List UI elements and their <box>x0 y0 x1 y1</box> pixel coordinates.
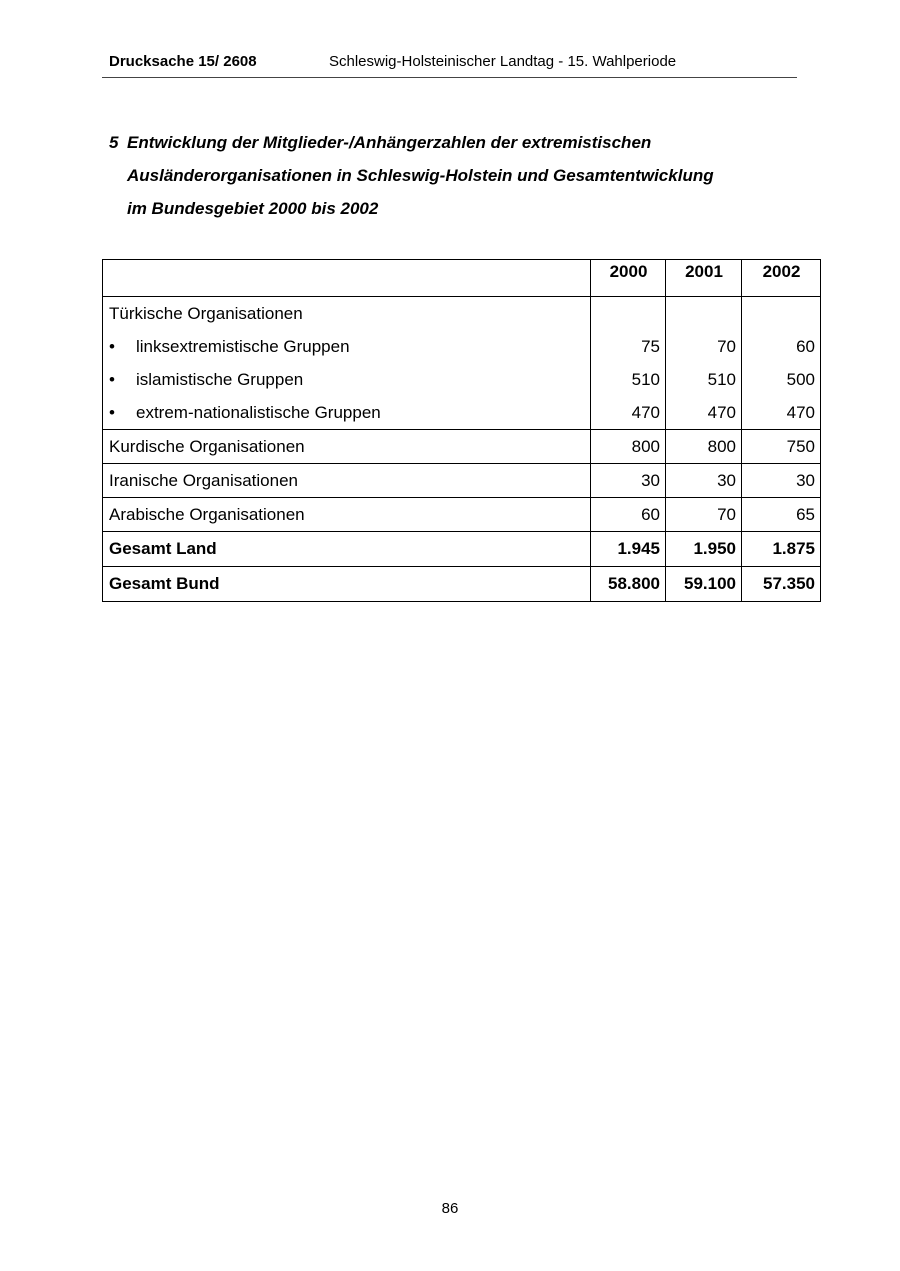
section-number: 5 <box>109 133 119 152</box>
row-label: • extrem-nationalistische Gruppen <box>103 396 591 430</box>
table-row <box>103 297 821 331</box>
row-label: Gesamt Bund <box>103 567 591 602</box>
bullet-icon: • <box>109 369 115 389</box>
row-label: Iranische Organisationen <box>103 464 591 498</box>
cell-value: 70 <box>666 498 742 532</box>
header-year: 2000 <box>591 260 666 297</box>
total-row-bund <box>103 567 821 602</box>
page-header <box>102 51 797 78</box>
cell-value: 800 <box>666 430 742 464</box>
table-row <box>103 363 821 396</box>
cell-value: 30 <box>742 464 821 498</box>
cell-value: 30 <box>666 464 742 498</box>
cell-value: 800 <box>591 430 666 464</box>
table-row <box>103 396 821 430</box>
header-year: 2002 <box>742 260 821 297</box>
section-title-line-1: 5 Entwicklung der Mitglieder-/Anhängerzahlen der extremistischen <box>109 126 789 159</box>
header-empty-cell <box>103 260 591 297</box>
bullet-icon: • <box>109 402 115 422</box>
table-row <box>103 430 821 464</box>
cell-value: 500 <box>742 363 821 396</box>
cell-value: 510 <box>666 363 742 396</box>
table-row <box>103 330 821 363</box>
total-row-land <box>103 532 821 567</box>
cell-value: 1.945 <box>591 532 666 567</box>
header-year: 2001 <box>666 260 742 297</box>
cell-value: 60 <box>591 498 666 532</box>
cell-value: 59.100 <box>666 567 742 602</box>
row-label: Gesamt Land <box>103 532 591 567</box>
cell-value: 60 <box>742 330 821 363</box>
page-number: 86 <box>441 1200 459 1217</box>
cell-value: 470 <box>742 396 821 430</box>
row-label: Türkische Organisationen <box>103 297 591 331</box>
row-label: Kurdische Organisationen <box>103 430 591 464</box>
parliament-title: Schleswig-Holsteinischer Landtag - 15. Wahlperiode <box>329 53 677 70</box>
cell-value: 57.350 <box>742 567 821 602</box>
cell-value: 75 <box>591 330 666 363</box>
cell-value: 70 <box>666 330 742 363</box>
cell-value: 1.950 <box>666 532 742 567</box>
section-title <box>109 126 789 225</box>
bullet-icon: • <box>109 336 115 356</box>
cell-value: 58.800 <box>591 567 666 602</box>
section-title-line-3: im Bundesgebiet 2000 bis 2002 <box>127 199 379 218</box>
cell-value: 1.875 <box>742 532 821 567</box>
statistics-table <box>102 259 821 602</box>
cell-value: 470 <box>591 396 666 430</box>
row-label: • islamistische Gruppen <box>103 363 591 396</box>
table-row <box>103 498 821 532</box>
row-label: Arabische Organisationen <box>103 498 591 532</box>
row-label: • linksextremistische Gruppen <box>103 330 591 363</box>
cell-value: 510 <box>591 363 666 396</box>
cell-value: 750 <box>742 430 821 464</box>
table-header-row <box>103 260 821 297</box>
cell-value: 470 <box>666 396 742 430</box>
table-row <box>103 464 821 498</box>
cell-value: 65 <box>742 498 821 532</box>
document-number: Drucksache 15/ 2608 <box>109 53 257 70</box>
section-title-line-2: Ausländerorganisationen in Schleswig-Holstein und Gesamtentwicklung <box>127 166 714 185</box>
cell-value: 30 <box>591 464 666 498</box>
